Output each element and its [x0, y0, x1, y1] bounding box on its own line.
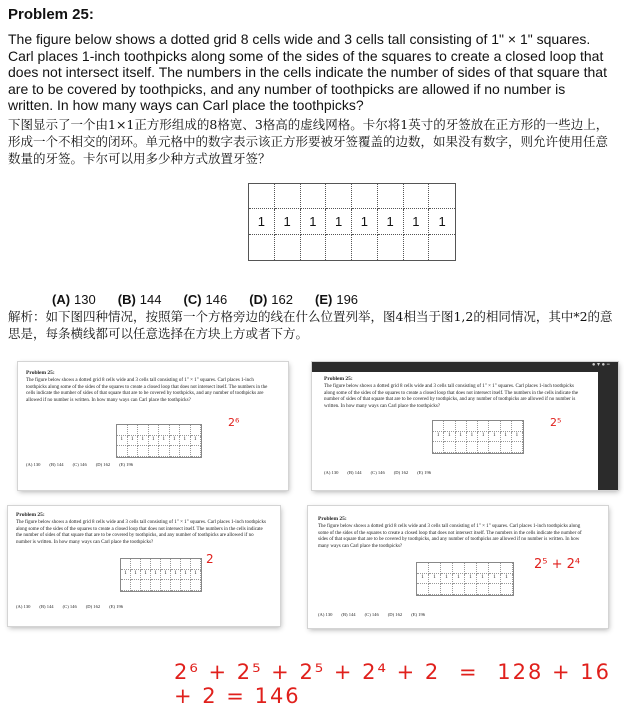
shot-grid-cell: [453, 584, 465, 595]
shot-grid-number: 1: [138, 436, 149, 447]
shot-grid-cell: [170, 425, 181, 436]
shot-grid-number: 1: [131, 570, 141, 581]
shot-grid-number: 1: [444, 432, 455, 443]
shot-choice: (C) 146: [72, 462, 87, 467]
shot-grid-number: 1: [161, 570, 171, 581]
problem-english-text: The figure below shows a dotted grid 8 cells wide and 3 cells tall consisting of 1" × 1" squares. Carl places 1-inch toothpicks along some of the sides of the squares to create a closed loop that does not intersect itself. The numbers in the cells indicate the number of sides of that square that are to be covered by toothpicks, and any number of toothpicks are allowed if no number is written. In how many ways can Carl place the toothpicks?: [8, 31, 607, 113]
solution-screenshot-4: [308, 506, 608, 628]
shot-title: Problem 25:: [324, 376, 353, 382]
handwritten-annotation: 2⁵ + 2⁴: [534, 557, 581, 572]
shot-choice: (D) 162: [85, 604, 101, 609]
shot-body: The figure below shows a dotted grid 8 cells wide and 3 cells tall consisting of 1" × 1" squares. Carl places 1-inch toothpicks along some of the sides of the squares to create a closed loop that does not intersect itself. The numbers in the cells indicate the number of sides of that square that are to be covered by toothpicks, and any number of toothpicks are allowed if no number is written. In how many ways can Carl place the toothpicks?: [318, 524, 582, 549]
shot-body: The figure below shows a dotted grid 8 cells wide and 3 cells tall consisting of 1" × 1" squares. Carl places 1-inch toothpicks along some of the sides of the squares to create a closed loop that does not intersect itself. The numbers in the cells indicate the number of sides of that square that are to be covered by toothpicks, and any number of toothpicks are allowed if no number is written. In how many ways can Carl place the toothpicks?: [324, 384, 579, 409]
shot-grid-number: 1: [501, 574, 513, 585]
shot-grid-cell: [141, 580, 151, 591]
grid-cell: [378, 184, 404, 209]
shot-grid-cell: [159, 425, 170, 436]
shot-grid-cell: [441, 563, 453, 574]
viewer-toolbar: [312, 362, 618, 372]
shot-choice: (D) 162: [387, 612, 403, 617]
shot-choices: [318, 612, 434, 619]
solution-screenshot-3: [8, 506, 280, 626]
grid-cell: [275, 235, 301, 260]
shot-grid-cell: [170, 446, 181, 457]
handwritten-annotation: 2⁵: [550, 416, 562, 429]
shot-grid-number: 1: [456, 432, 467, 443]
shot-grid-cell: [151, 580, 161, 591]
handwritten-annotation: 2: [206, 552, 214, 566]
shot-grid-number: 1: [465, 574, 477, 585]
solution-screenshot-2: [312, 362, 618, 490]
grid-cell-number: 1: [326, 209, 352, 234]
shot-grid-number: 1: [501, 432, 512, 443]
shot-grid-cell: [138, 425, 149, 436]
shot-grid-cell: [161, 559, 171, 570]
shot-grid-cell: [171, 580, 181, 591]
shot-grid-number: 1: [453, 574, 465, 585]
shot-grid-cell: [489, 442, 500, 453]
shot-grid: [120, 558, 202, 592]
shot-choice: (E) 196: [109, 604, 124, 609]
shot-grid-cell: [131, 559, 141, 570]
shot-grid-cell: [417, 563, 429, 574]
shot-grid-cell: [465, 584, 477, 595]
choice-d: (D) 162: [249, 292, 293, 307]
grid-cell: [326, 184, 352, 209]
grid-cell-number: 1: [275, 209, 301, 234]
choice-e: (E) 196: [315, 292, 359, 307]
shot-grid: [116, 424, 202, 458]
shot-choice: (B) 144: [341, 612, 356, 617]
shot-grid-cell: [117, 446, 128, 457]
shot-grid-cell: [444, 442, 455, 453]
shot-grid-number: 1: [128, 436, 139, 447]
grid-cell: [352, 184, 378, 209]
shot-choice: (C) 146: [62, 604, 77, 609]
shot-grid-number: 1: [477, 574, 489, 585]
shot-grid-cell: [444, 421, 455, 432]
shot-choices: [324, 470, 440, 477]
shot-body: The figure below shows a dotted grid 8 cells wide and 3 cells tall consisting of 1" × 1" squares. Carl places 1-inch toothpicks along some of the sides of the squares to create a closed loop that does not intersect itself. The numbers in the cells indicate the number of sides of that square that are to be covered by toothpicks, and any number of toothpicks are allowed if no number is written. In how many ways can Carl place the toothpicks?: [26, 378, 268, 403]
shot-grid-cell: [501, 421, 512, 432]
shot-grid-number: 1: [512, 432, 523, 443]
grid-cell: [378, 235, 404, 260]
shot-grid-cell: [489, 421, 500, 432]
shot-choice: (A) 130: [26, 462, 41, 467]
problem-title: Problem 25:: [8, 6, 94, 23]
shot-grid-cell: [477, 584, 489, 595]
shot-grid-number: 1: [478, 432, 489, 443]
shot-grid-cell: [453, 563, 465, 574]
shot-choice: (D) 162: [393, 470, 409, 475]
shot-title: Problem 25:: [318, 516, 347, 522]
shot-grid-cell: [467, 442, 478, 453]
shot-grid-cell: [138, 446, 149, 457]
shot-grid-cell: [128, 446, 139, 457]
shot-grid-number: 1: [121, 570, 131, 581]
shot-grid-cell: [151, 559, 161, 570]
handwritten-annotation: 2⁶: [228, 416, 240, 429]
grid-cell-number: 1: [429, 209, 455, 234]
shot-grid-cell: [181, 559, 191, 570]
grid-cell-number: 1: [378, 209, 404, 234]
shot-grid-cell: [181, 580, 191, 591]
shot-grid-cell: [417, 584, 429, 595]
shot-grid-number: 1: [417, 574, 429, 585]
dotted-grid: [248, 183, 456, 261]
shot-grid-number: 1: [159, 436, 170, 447]
problem-chinese-text: 下图显示了一个由1×1正方形组成的8格宽、3格高的虚线网格。卡尔将1英寸的牙签放在正方形的一些边上，形成一个不相交的闭环。单元格中的数字表示该正方形要被牙签覆盖的边数，如果没有数字，则允许使用任意数量的牙签。卡尔可以用多少种方式放置牙签？: [8, 117, 609, 166]
shot-grid-cell: [465, 563, 477, 574]
shot-choice: (C) 146: [364, 612, 379, 617]
shot-grid-number: 1: [180, 436, 191, 447]
grid-cell-number: 1: [249, 209, 275, 234]
handwritten-final-equation: [174, 660, 624, 708]
menu-icon: ● ▾ ● ≡: [591, 362, 610, 368]
answer-choices: [52, 292, 380, 307]
grid-cell: [301, 235, 327, 260]
shot-grid-cell: [512, 421, 523, 432]
shot-grid-cell: [456, 421, 467, 432]
grid-cell: [249, 184, 275, 209]
shot-grid-cell: [477, 563, 489, 574]
shot-grid-cell: [128, 425, 139, 436]
shot-grid-cell: [501, 584, 513, 595]
choice-b: (B) 144: [117, 292, 162, 307]
shot-grid-number: 1: [117, 436, 128, 447]
analysis-text: 解析：如下图四种情况，按照第一个方格旁边的线在什么位置列举，图4相当于图1,2的相同情况，其中*2的意思是，每条横线都可以任意选择在方块上方或者下方。: [8, 309, 613, 341]
shot-grid-cell: [117, 425, 128, 436]
shot-grid-cell: [429, 563, 441, 574]
shot-grid-cell: [171, 559, 181, 570]
grid-cell-number: 1: [352, 209, 378, 234]
shot-grid-cell: [512, 442, 523, 453]
shot-grid-cell: [121, 559, 131, 570]
shot-grid-number: 1: [441, 574, 453, 585]
shot-choice: (C) 146: [370, 470, 385, 475]
shot-grid-cell: [159, 446, 170, 457]
shot-grid-number: 1: [191, 570, 201, 581]
grid-cell: [429, 235, 455, 260]
grid-cell: [326, 235, 352, 260]
shot-grid-cell: [429, 584, 441, 595]
shot-choice: (A) 130: [318, 612, 333, 617]
shot-grid-number: 1: [489, 432, 500, 443]
shot-choices: [26, 462, 142, 469]
shot-grid-cell: [191, 425, 202, 436]
shot-grid-cell: [191, 580, 201, 591]
shot-grid-number: 1: [171, 570, 181, 581]
shot-grid-cell: [467, 421, 478, 432]
shot-grid: [416, 562, 514, 596]
shot-grid-cell: [141, 559, 151, 570]
shot-choice: (B) 144: [39, 604, 54, 609]
grid-cell: [301, 184, 327, 209]
shot-grid-number: 1: [467, 432, 478, 443]
shot-grid-cell: [433, 421, 444, 432]
shot-choice: (B) 144: [347, 470, 362, 475]
shot-choices: [16, 604, 132, 611]
shot-grid-cell: [191, 446, 202, 457]
grid-cell: [404, 184, 430, 209]
shot-grid-cell: [456, 442, 467, 453]
shot-grid-cell: [501, 442, 512, 453]
shot-grid-number: 1: [151, 570, 161, 581]
equation-left: 2⁶ + 2⁵ + 2⁵ + 2⁴ + 2: [174, 660, 441, 684]
shot-grid-cell: [478, 442, 489, 453]
shot-grid-number: 1: [149, 436, 160, 447]
shot-title: Problem 25:: [26, 370, 55, 376]
shot-grid-cell: [501, 563, 513, 574]
shot-choice: (A) 130: [324, 470, 339, 475]
dark-sidebar: [598, 372, 618, 490]
shot-title: Problem 25:: [16, 512, 45, 518]
grid-cell-number: 1: [301, 209, 327, 234]
shot-body: The figure below shows a dotted grid 8 cells wide and 3 cells tall consisting of 1" × 1" squares. Carl places 1-inch toothpicks along some of the sides of the squares to create a closed loop that does not intersect itself. The numbers in the cells indicate the number of sides of that square that are to be covered by toothpicks, and any number of toothpicks are allowed if no number is written. In how many ways can Carl place the toothpicks?: [16, 520, 266, 545]
shot-grid-cell: [441, 584, 453, 595]
shot-grid-cell: [161, 580, 171, 591]
shot-grid-cell: [489, 563, 501, 574]
shot-grid-number: 1: [433, 432, 444, 443]
shot-choice: (A) 130: [16, 604, 31, 609]
shot-grid-cell: [433, 442, 444, 453]
choice-a: (A) 130: [52, 292, 96, 307]
shot-grid-cell: [149, 425, 160, 436]
grid-cell: [352, 235, 378, 260]
shot-grid-number: 1: [191, 436, 202, 447]
grid-cell: [249, 235, 275, 260]
grid-cell: [275, 184, 301, 209]
shot-grid-cell: [478, 421, 489, 432]
shot-grid-number: 1: [141, 570, 151, 581]
shot-grid-cell: [180, 425, 191, 436]
equation-right: 128 + 16 + 2 = 146: [174, 660, 612, 708]
shot-grid-number: 1: [170, 436, 181, 447]
shot-choice: (B) 144: [49, 462, 64, 467]
shot-grid-cell: [131, 580, 141, 591]
grid-cell: [404, 235, 430, 260]
shot-grid-number: 1: [489, 574, 501, 585]
shot-choice: (E) 196: [119, 462, 134, 467]
shot-grid-cell: [180, 446, 191, 457]
shot-grid: [432, 420, 524, 454]
shot-grid-cell: [121, 580, 131, 591]
solution-screenshot-1: [18, 362, 288, 490]
choice-c: (C) 146: [183, 292, 228, 307]
shot-choice: (E) 196: [411, 612, 426, 617]
equation-equals: =: [458, 660, 479, 684]
shot-grid-cell: [149, 446, 160, 457]
shot-grid-cell: [489, 584, 501, 595]
shot-grid-cell: [191, 559, 201, 570]
grid-cell: [429, 184, 455, 209]
shot-choice: (D) 162: [95, 462, 111, 467]
shot-grid-number: 1: [181, 570, 191, 581]
shot-choice: (E) 196: [417, 470, 432, 475]
shot-grid-number: 1: [429, 574, 441, 585]
grid-cell-number: 1: [404, 209, 430, 234]
